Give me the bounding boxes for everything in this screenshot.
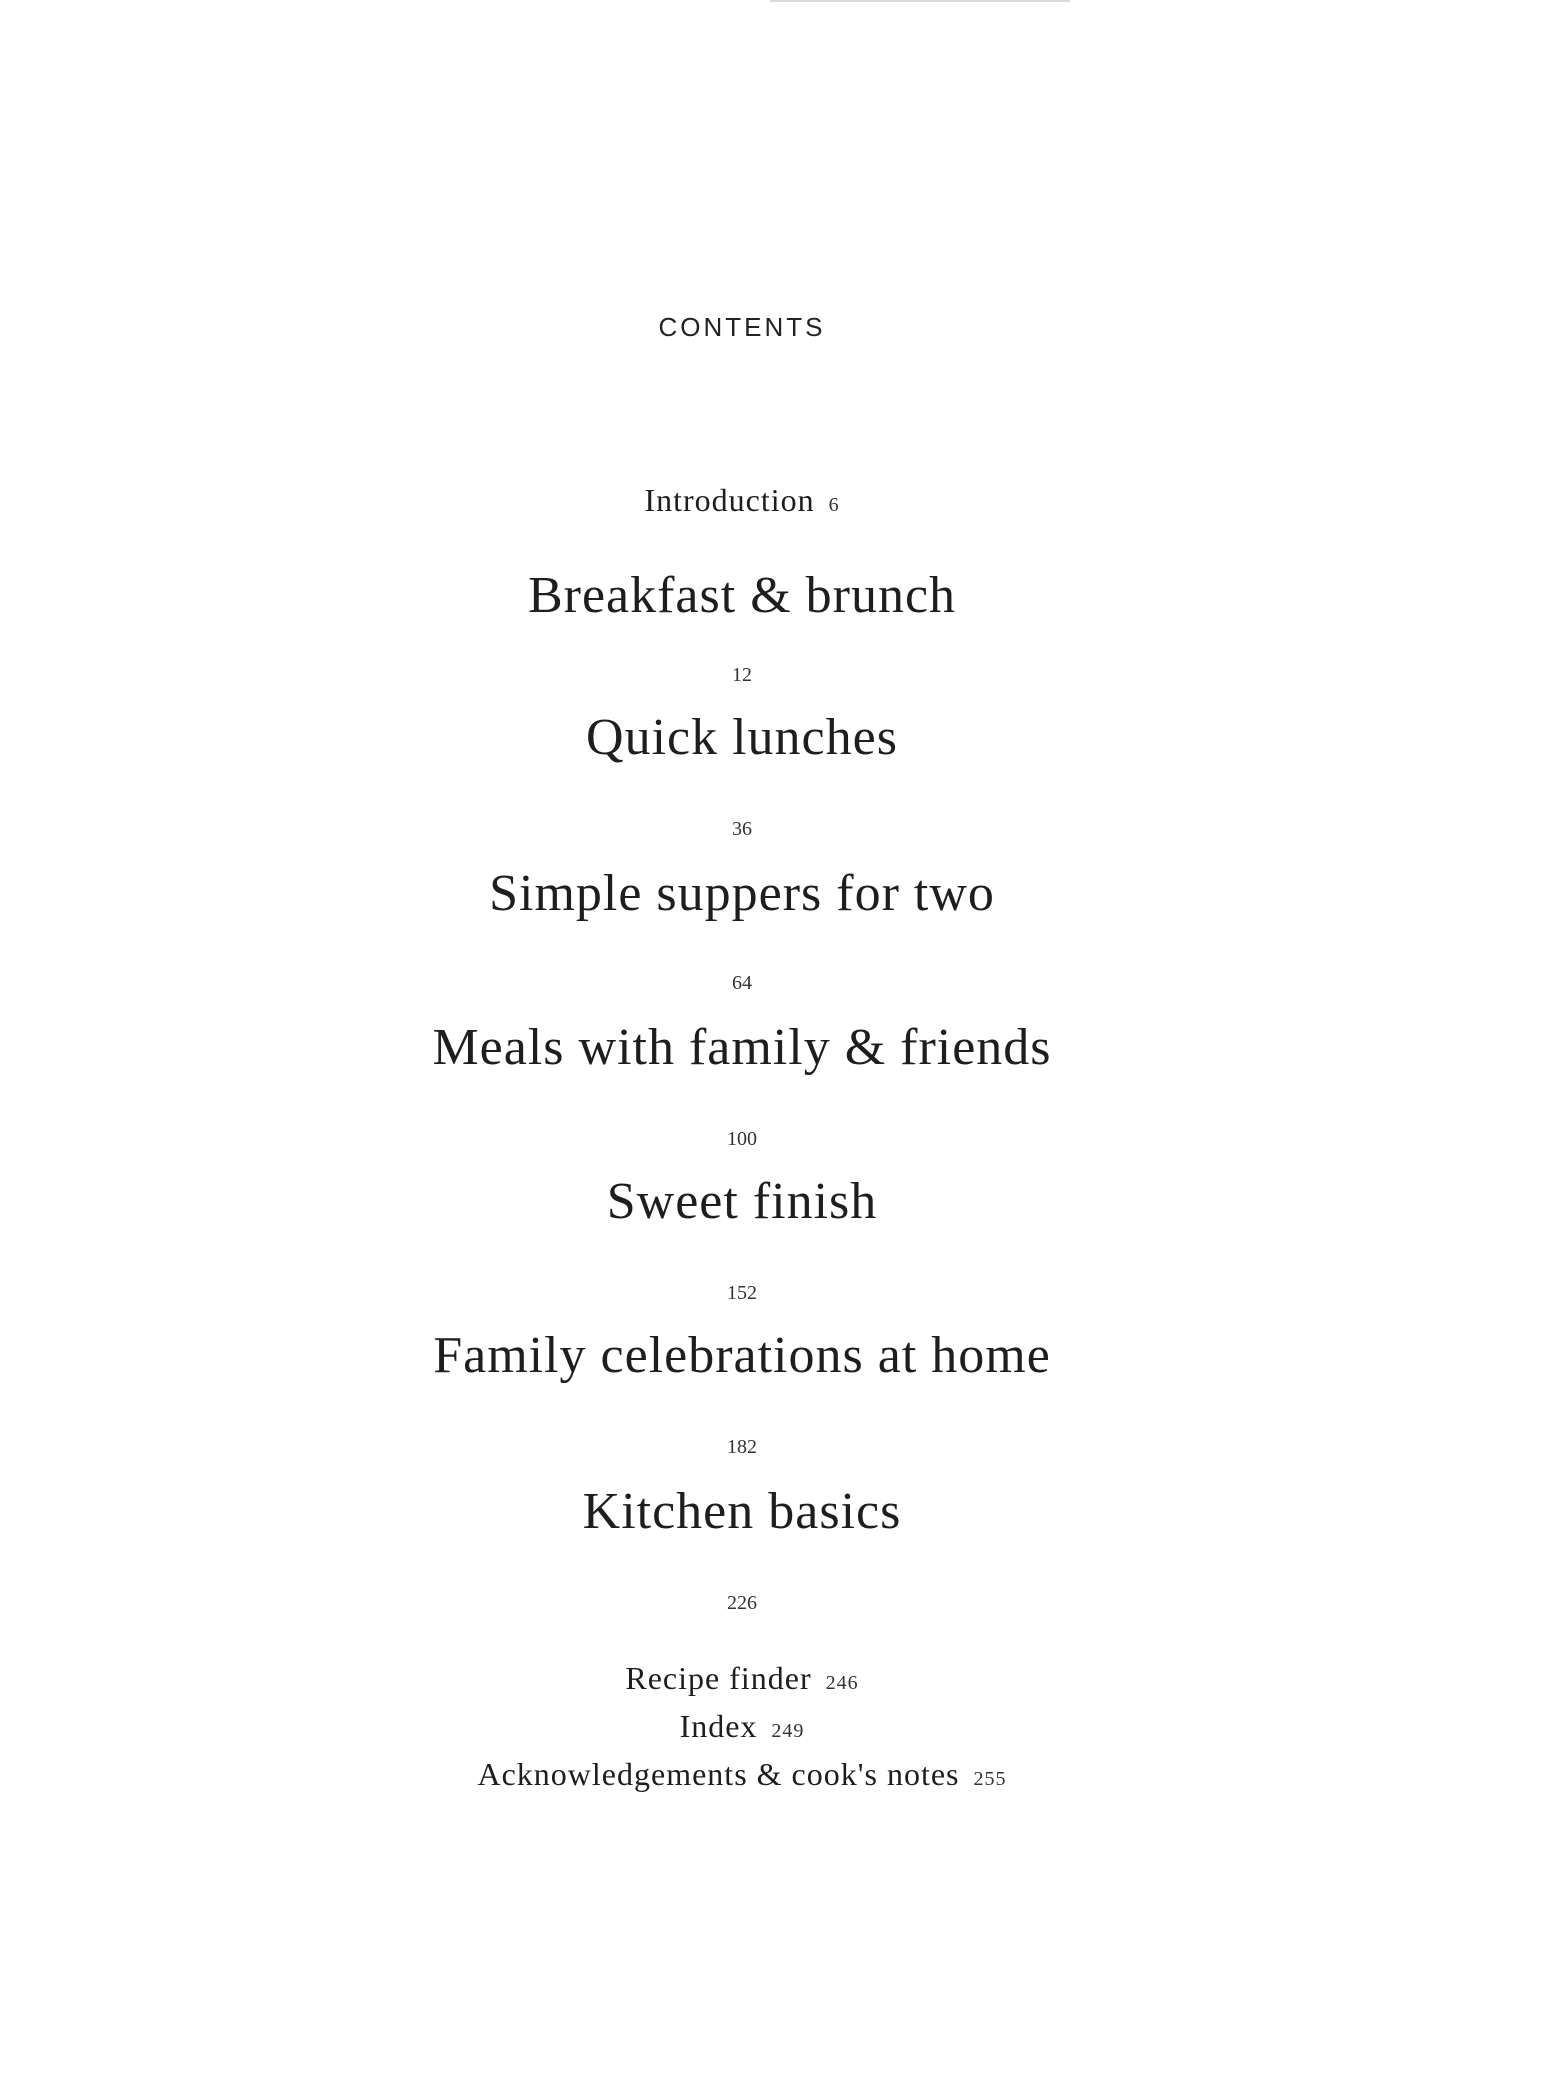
toc-entry-index[interactable]: [0, 1708, 1484, 1745]
contents-heading: CONTENTS: [658, 312, 826, 342]
chapter-title-meals-family[interactable]: Meals with family & friends: [432, 1019, 1052, 1076]
chapter-title-celebrations[interactable]: Family celebrations at home: [433, 1327, 1051, 1384]
chapter-title-quick-lunches[interactable]: Quick lunches: [586, 709, 898, 766]
entry-page: 246: [825, 1672, 859, 1694]
chapter-page-celebrations: 182: [727, 1436, 757, 1458]
chapter-title-kitchen-basics[interactable]: Kitchen basics: [582, 1483, 902, 1540]
page-edge: [770, 0, 1070, 2]
toc-entry-recipe-finder[interactable]: [0, 1660, 1484, 1697]
toc-entry-acknowledgements[interactable]: [0, 1756, 1484, 1793]
toc-entry-introduction[interactable]: [0, 482, 1484, 519]
entry-title: Acknowledgements & cook's notes: [477, 1756, 960, 1792]
chapter-page-breakfast: 12: [732, 664, 752, 686]
chapter-title-sweet-finish[interactable]: Sweet finish: [606, 1173, 878, 1230]
entry-title: Index: [679, 1708, 758, 1744]
chapter-page-meals-family: 100: [727, 1128, 757, 1150]
chapter-page-simple-suppers: 64: [732, 972, 752, 994]
chapter-page-quick-lunches: 36: [732, 818, 752, 840]
entry-page: 249: [771, 1720, 805, 1742]
chapter-title-simple-suppers[interactable]: Simple suppers for two: [489, 865, 995, 922]
chapter-page-sweet-finish: 152: [727, 1282, 757, 1304]
chapter-title-breakfast[interactable]: Breakfast & brunch: [527, 567, 957, 624]
entry-title: Introduction: [644, 482, 815, 518]
entry-page: 6: [828, 494, 840, 516]
entry-page: 255: [973, 1768, 1007, 1790]
entry-title: Recipe finder: [625, 1660, 812, 1696]
chapter-page-kitchen-basics: 226: [727, 1592, 757, 1614]
